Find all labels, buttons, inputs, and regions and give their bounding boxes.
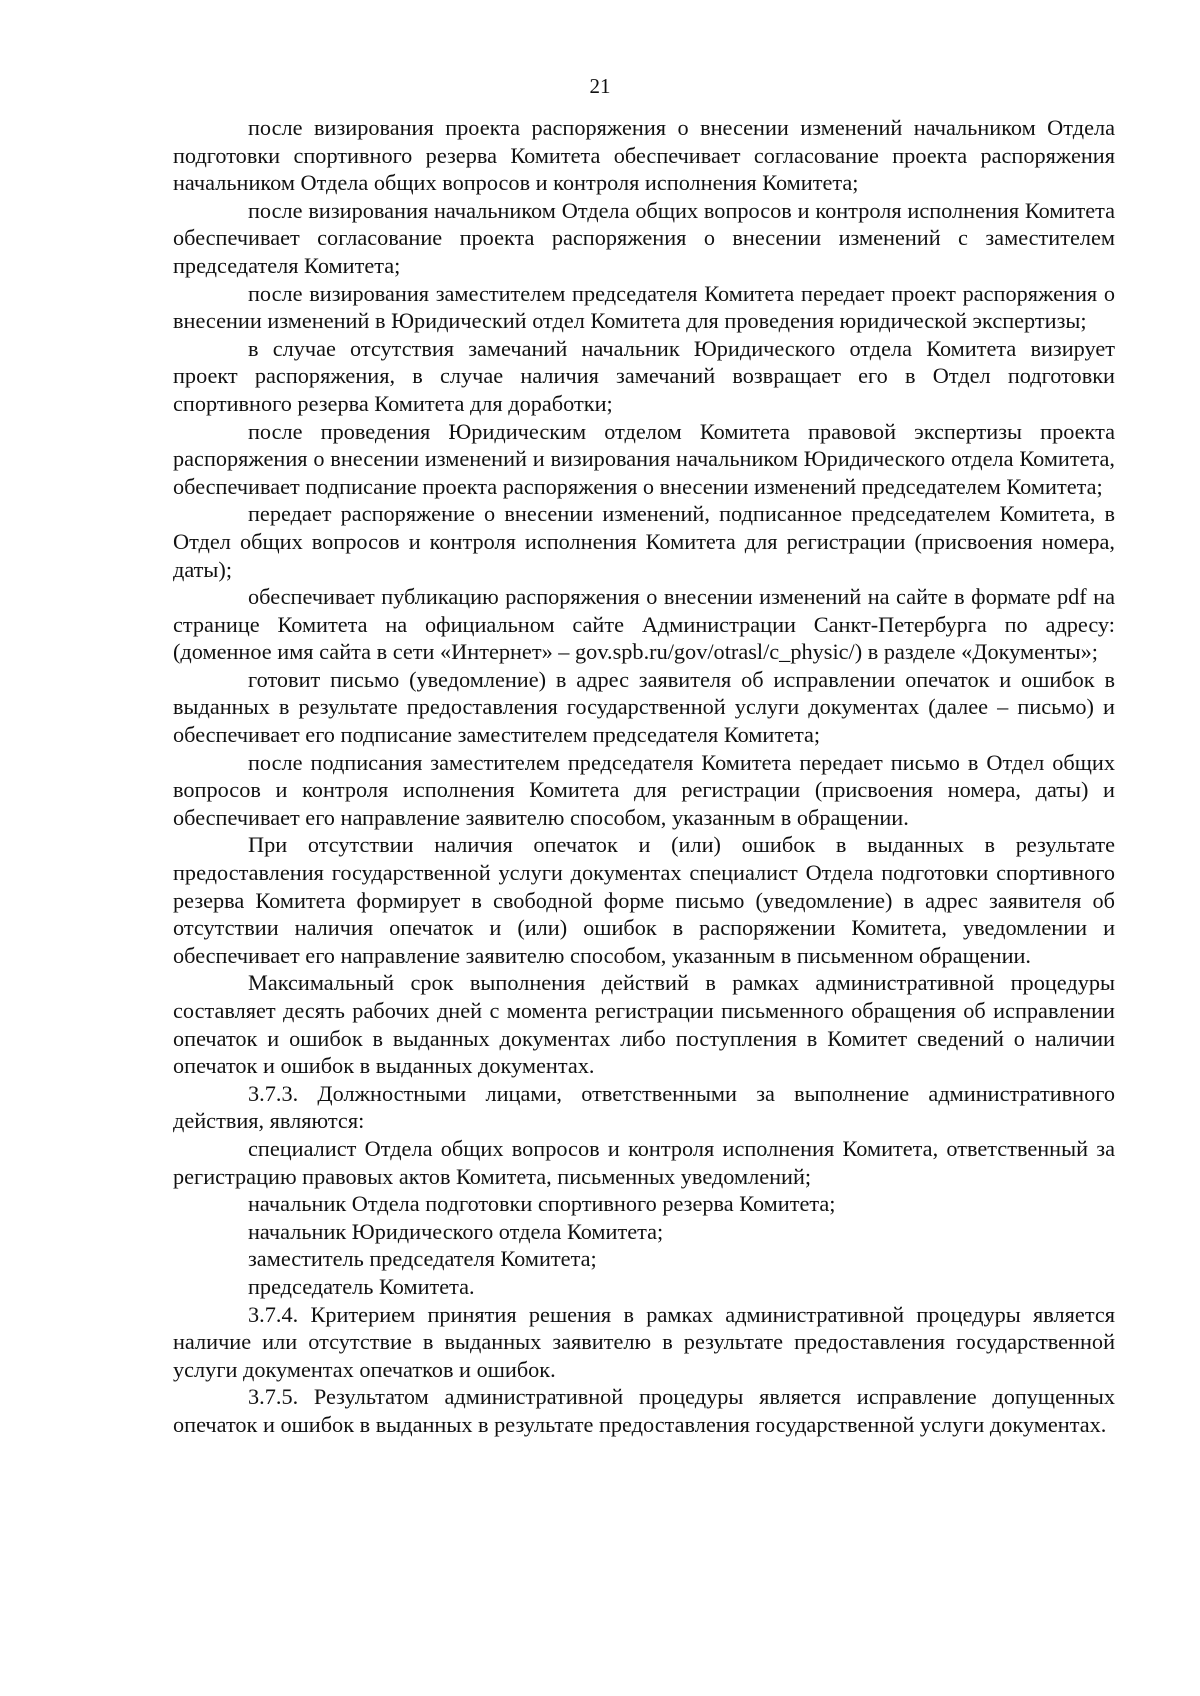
- responsible-person-item: начальник Юридического отдела Комитета;: [248, 1218, 664, 1244]
- paragraph: передает распоряжение о внесении изменений, подписанное председателем Комитета, в Отдел общих вопросов и контроля исполнения Комитета для регистрации (присвоения номера, даты);: [173, 501, 1115, 582]
- paragraph: Максимальный срок выполнения действий в рамках административной процедуры составляет десять рабочих дней с момента регистрации письменного обращения об исправлении опечаток и ошибок в выданных документах либо поступления в Комитет сведений о наличии опечаток и ошибок в выданных документах.: [173, 970, 1115, 1079]
- document-body: [173, 114, 1115, 1439]
- section-3-7-4-paragraph: 3.7.4. Критерием принятия решения в рамках административной процедуры является наличие или отсутствие в выданных заявителю в результате предоставления государственной услуги документах опечатков и ошибок.: [173, 1301, 1115, 1382]
- paragraph: после визирования заместителем председателя Комитета передает проект распоряжения о внесении изменений в Юридический отдел Комитета для проведения юридической экспертизы;: [173, 280, 1115, 334]
- paragraph: При отсутствии наличия опечаток и (или) ошибок в выданных в результате предоставления государственной услуги документах специалист Отдела подготовки спортивного резерва Комитета формирует в свободной форме письмо (уведомление) в адрес заявителя об отсутствии наличия опечаток и (или) ошибок в распоряжении Комитета, уведомлении и обеспечивает его направление заявителю способом, указанным в письменном обращении.: [173, 832, 1115, 968]
- paragraph: в случае отсутствия замечаний начальник Юридического отдела Комитета визирует проект распоряжения, в случае наличия замечаний возвращает его в Отдел подготовки спортивного резерва Комитета для доработки;: [173, 335, 1115, 416]
- section-3-7-5-paragraph: 3.7.5. Результатом административной процедуры является исправление допущенных опечаток и ошибок в выданных в результате предоставления государственной услуги документах.: [173, 1384, 1115, 1437]
- responsible-person-item: начальник Отдела подготовки спортивного резерва Комитета;: [248, 1191, 836, 1217]
- responsible-person-item: председатель Комитета.: [248, 1273, 475, 1299]
- section-3-7-3-paragraph: 3.7.3. Должностными лицами, ответственными за выполнение административного действия, являются:: [173, 1080, 1115, 1134]
- page-number: 21: [589, 74, 611, 98]
- responsible-person-item: заместитель председателя Комитета;: [248, 1246, 597, 1272]
- paragraph: обеспечивает публикацию распоряжения о внесении изменений на сайте в формате pdf на странице Комитета на официальном сайте Администрации Санкт-Петербурга по адресу: (доменное имя сайта в сети «Интернет» – gov.spb.ru/gov/otrasl/c_physic/) в разделе «Документы»;: [173, 584, 1115, 665]
- paragraph: после проведения Юридическим отделом Комитета правовой экспертизы проекта распоряжения о внесении изменений и визирования начальником Юридического отдела Комитета, обеспечивает подписание проекта распоряжения о внесении изменений председателем Комитета;: [173, 418, 1115, 499]
- paragraph: после подписания заместителем председателя Комитета передает письмо в Отдел общих вопросов и контроля исполнения Комитета для регистрации (присвоения номера, даты) и обеспечивает его направление заявителю способом, указанным в обращении.: [173, 749, 1115, 830]
- paragraph: готовит письмо (уведомление) в адрес заявителя об исправлении опечаток и ошибок в выданных в результате предоставления государственной услуги документах (далее – письмо) и обеспечивает его подписание заместителем председателя Комитета;: [173, 666, 1115, 748]
- paragraph: после визирования проекта распоряжения о внесении изменений начальником Отдела подготовки спортивного резерва Комитета обеспечивает согласование проекта распоряжения начальником Отдела общих вопросов и контроля исполнения Комитета;: [173, 115, 1115, 196]
- responsible-person-item: специалист Отдела общих вопросов и контроля исполнения Комитета, ответственный за регистрацию правовых актов Комитета, письменных уведомлений;: [173, 1135, 1115, 1189]
- paragraph: после визирования начальником Отдела общих вопросов и контроля исполнения Комитета обеспечивает согласование проекта распоряжения о внесении изменений с заместителем председателя Комитета;: [173, 197, 1115, 278]
